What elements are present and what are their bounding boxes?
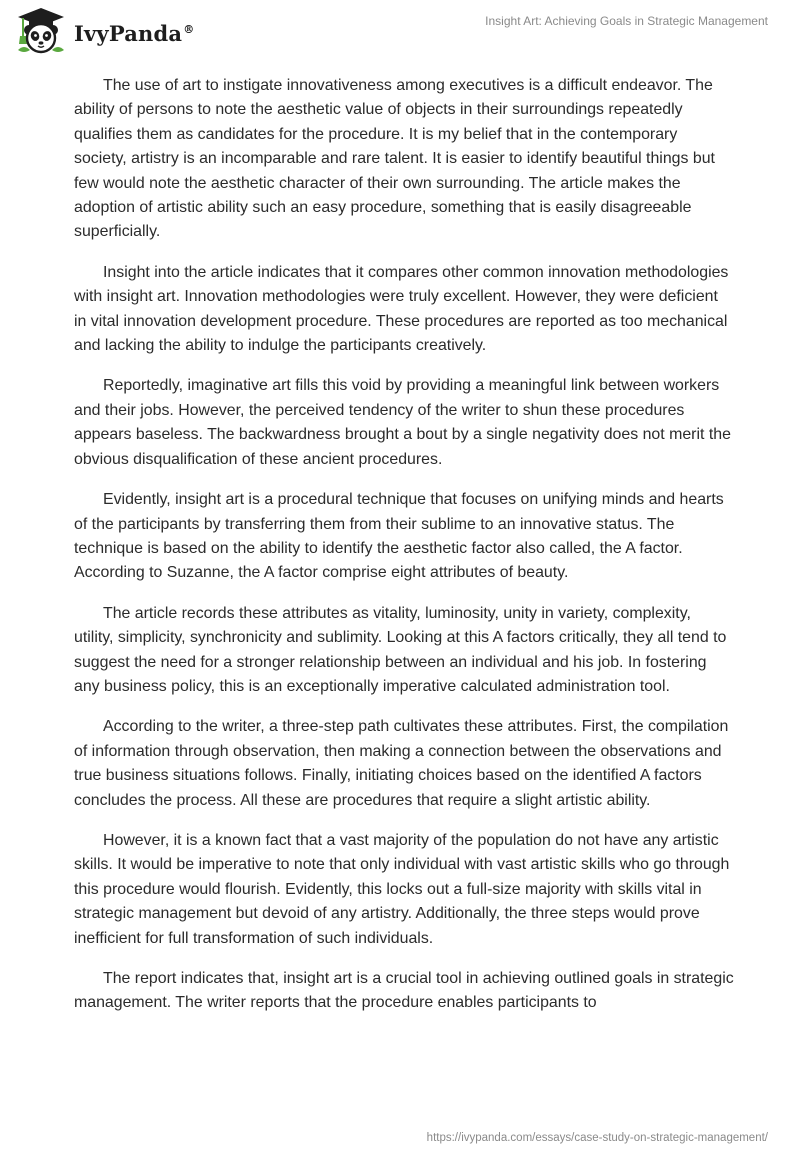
ivypanda-logo[interactable]	[14, 6, 194, 56]
paragraph: Reportedly, imaginative art fills this void by providing a meaningful link between workers and their jobs. However, the perceived tendency of the writer to shun these procedures appears baseless. The backwardness brought a bout by a single negativity does not merit the obvious disqualification of these ancient procedures.	[74, 377, 731, 468]
paragraph: Insight into the article indicates that it compares other common innovation methodologies with insight art. Innovation methodologies were truly excellent. However, they were deficient in vital innovation development procedure. These procedures are reported as too mechanical and lacking the ability to indulge the participants creatively.	[74, 263, 729, 355]
paragraph: The use of art to instigate innovativeness among executives is a difficult endeavor. The ability of persons to note the aesthetic value of objects in their surroundings repeatedly qualifies them as candidates for the procedure. It is my belief that in the contemporary society, artistry is an incomparable and rare talent. It is easier to identify beautiful things but few would note the aesthetic character of their own surrounding. The article makes the adoption of artistic ability such an easy procedure, something that is easily disagreeable superficially.	[74, 77, 715, 241]
source-url[interactable]: https://ivypanda.com/essays/case-study-on-strategic-management/	[426, 1132, 768, 1144]
page-header	[0, 0, 800, 64]
paragraph: The article records these attributes as vitality, luminosity, unity in variety, complexity, utility, simplicity, synchronicity and sublimity. Looking at this A factors critically, they all tend to suggest the need for a stronger relationship between an individual and his job. In fostering any business policy, this is an exceptionally imperative calculated administration tool.	[74, 604, 727, 695]
trademark-symbol: ®	[183, 22, 195, 36]
paragraph: However, it is a known fact that a vast majority of the population do not have any artistic skills. It would be imperative to note that only individual with vast artistic skills who go through this procedure would flourish. Evidently, this locks out a full-size majority with skills vital in strategic management but devoid of any artistry. Additionally, the three steps would prove inefficient for full transformation of such individuals.	[74, 831, 730, 947]
brand-text: IvyPanda	[74, 20, 183, 46]
brand-name	[74, 21, 194, 46]
paragraph: According to the writer, a three-step path cultivates these attributes. First, the compilation of information through observation, then making a connection between the observations and true business situations follows. Finally, initiating choices based on the identified A factors concludes the process. All these are procedures that require a slight artistic ability.	[74, 718, 729, 809]
panda-graduate-icon	[14, 6, 68, 56]
paragraph: The report indicates that, insight art is a crucial tool in achieving outlined goals in strategic management. The writer reports that the procedure enables participants to	[74, 970, 734, 1012]
document-title: Insight Art: Achieving Goals in Strategic Management	[485, 14, 768, 28]
essay-body	[74, 74, 734, 1032]
paragraph: Evidently, insight art is a procedural technique that focuses on unifying minds and hearts of the participants by transferring them from their sublime to an innovative status. The technique is based on the ability to identify the aesthetic factor also called, the A factor. According to Suzanne, the A factor comprise eight attributes of beauty.	[74, 491, 724, 582]
